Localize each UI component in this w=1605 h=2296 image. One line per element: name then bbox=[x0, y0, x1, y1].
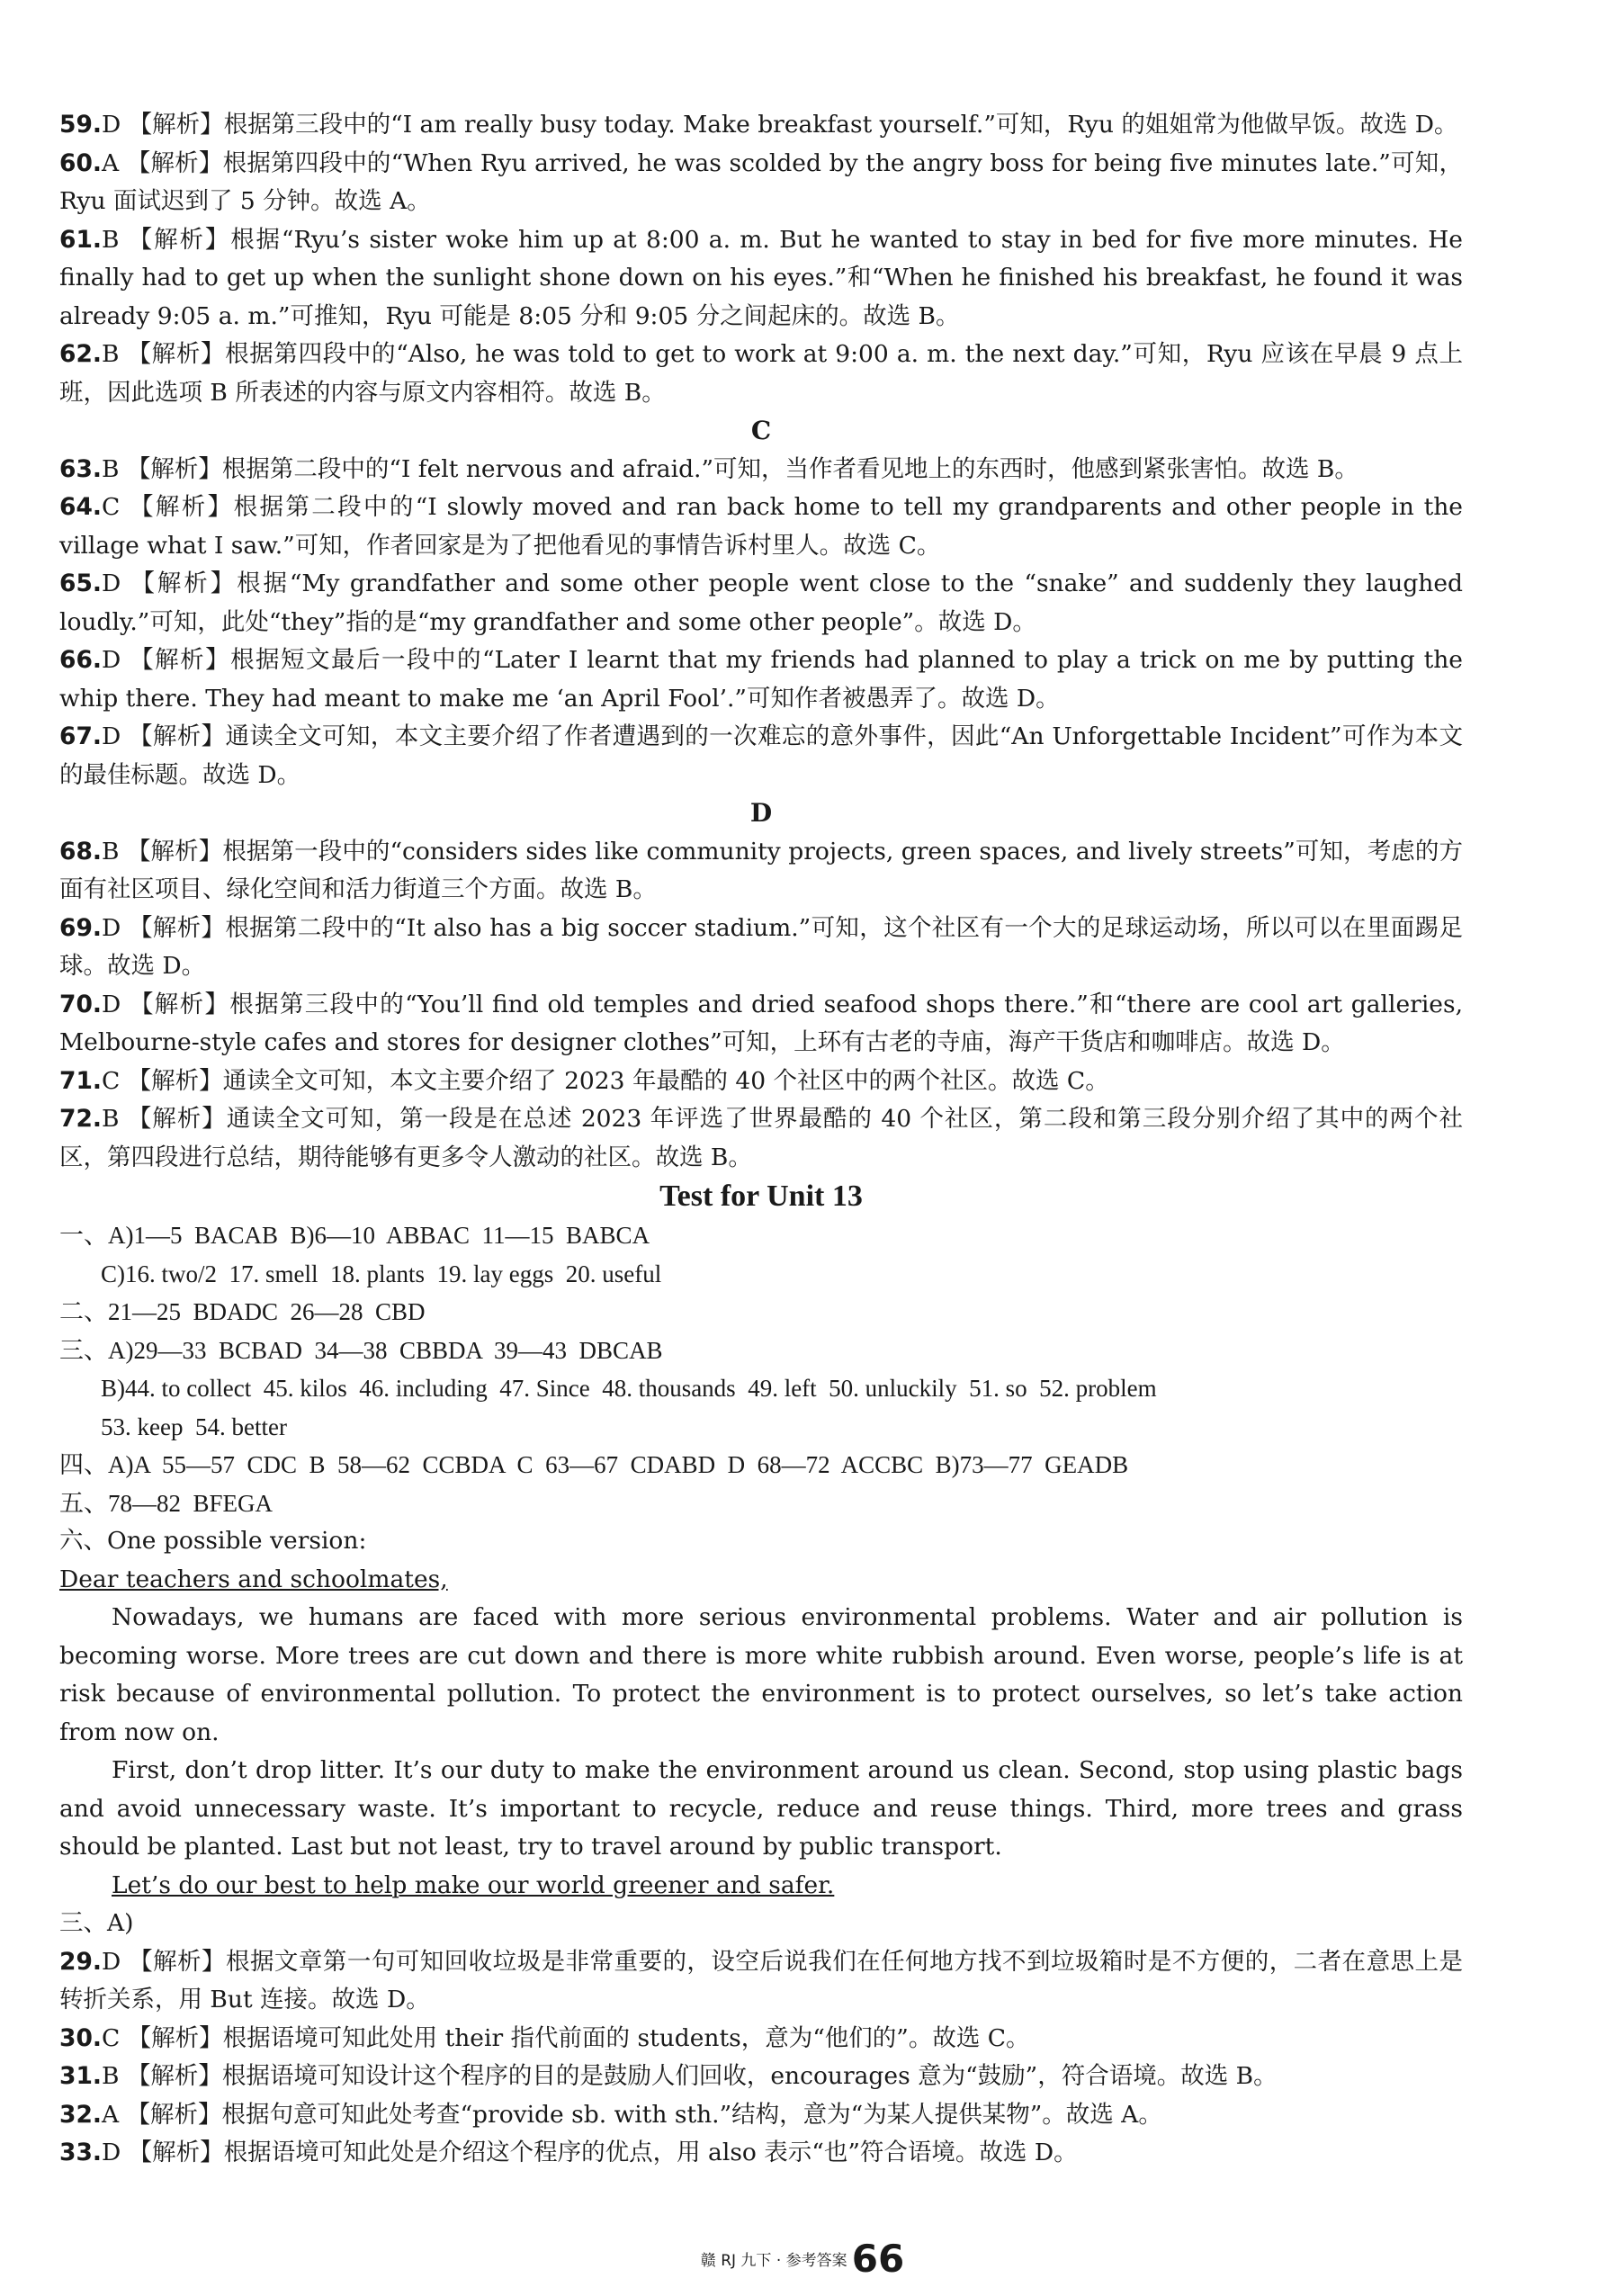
entry-71 bbox=[59, 1063, 1463, 1101]
question-number: 60. bbox=[59, 148, 102, 177]
answer-line-2: C)16. two/2 17. smell 18. plants 19. lay eggs 20. useful bbox=[101, 1260, 662, 1287]
answer-explanations bbox=[59, 106, 1463, 2173]
question-number: 64. bbox=[59, 493, 102, 521]
explanation-text: D 【解析】根据第二段中的“It also has a big soccer stadium.”可知，这个社区有一个大的足球运动场，所以可以在里面踢足球。故选 D。 bbox=[59, 913, 1463, 980]
explanation-text: C 【解析】通读全文可知，本文主要介绍了 2023 年最酷的 40 个社区中的两个社区。故选 C。 bbox=[101, 1066, 1109, 1095]
entry-67 bbox=[59, 718, 1463, 794]
essay-paragraph-1: Nowadays, we humans are faced with more serious environmental problems. Water and air pollution is becoming worse. More trees are cut down and there is more white rubbish around. Even worse, people’s life is at risk because of environmental pollution. To protect the environment is to protect ourselves, so let’s take action from now on. bbox=[59, 1603, 1463, 1746]
entry-30 bbox=[59, 2020, 1463, 2058]
question-number: 63. bbox=[59, 454, 102, 483]
entry-66 bbox=[59, 641, 1463, 718]
entry-68 bbox=[59, 833, 1463, 910]
question-number: 61. bbox=[59, 225, 102, 254]
explanation-text: D 【解析】根据语境可知此处是介绍这个程序的优点，用 also 表示“也”符合语境。故选 D。 bbox=[101, 2139, 1078, 2166]
section-heading-3a: 三、A) bbox=[59, 1909, 134, 1937]
entry-33 bbox=[59, 2134, 1463, 2173]
explanation-text: D 【解析】根据“My grandfather and some other people went close to the “snake” and suddenly they laughed loudly.”可知，此处“they”指的是“my grandfather and some other people”。故选 D。 bbox=[59, 570, 1463, 636]
explanation-text: D 【解析】根据文章第一句可知回收垃圾是非常重要的，设空后说我们在任何地方找不到垃圾箱时是不方便的，二者在意思上是转折关系，用 But 连接。故选 D。 bbox=[59, 1947, 1463, 2013]
explanation-text: D 【解析】根据第三段中的“You’ll find old temples and dried seafood shops there.”和“there are cool art galleries, Melbourne-style cafes and stores for designer clothes”可知，上环有古老的寺庙，海产干货店和咖啡店。故选 D。 bbox=[59, 990, 1463, 1056]
explanation-text: A 【解析】根据句意可知此处考查“provide sb. with sth.”结构，意为“为某人提供某物”。故选 A。 bbox=[101, 2100, 1162, 2129]
explanation-text: C 【解析】根据第二段中的“I slowly moved and ran back home to tell my grandparents and other people in the village what I saw.”可知，作者回家是为了把他看见的事情告诉村里人。故选 C。 bbox=[59, 493, 1463, 560]
question-number: 67. bbox=[59, 722, 102, 750]
explanation-text: A 【解析】根据第四段中的“When Ryu arrived, he was scolded by the angry boss for being five minutes late.”可知，Ryu 面试迟到了 5 分钟。故选 A。 bbox=[59, 148, 1463, 215]
entry-59 bbox=[59, 106, 1463, 145]
question-number: 66. bbox=[59, 646, 102, 674]
answer-line-7: 四、A)A 55—57 CDC B 58—62 CCBDA C 63—67 CDABD D 68—72 ACCBC B)73—77 GEADB bbox=[59, 1451, 1129, 1478]
answer-line-5: B)44. to collect 45. kilos 46. including 47. Since 48. thousands 49. left 50. unluckily 51. so 52. problem bbox=[101, 1375, 1157, 1402]
entry-60 bbox=[59, 145, 1463, 221]
question-number: 31. bbox=[59, 2062, 102, 2090]
question-number: 29. bbox=[59, 1947, 102, 1976]
entry-69 bbox=[59, 910, 1463, 986]
explanation-text: D 【解析】根据短文最后一段中的“Later I learnt that my friends had planned to play a trick on me by putting the whip there. They had meant to make me ‘an April Fool’.”可知作者被愚弄了。故选 D。 bbox=[59, 646, 1463, 713]
essay-salutation: Dear teachers and schoolmates, bbox=[59, 1565, 448, 1593]
answer-line-3: 二、21—25 BDADC 26—28 CBD bbox=[59, 1298, 426, 1325]
answer-line-6: 53. keep 54. better bbox=[101, 1413, 287, 1440]
question-number: 71. bbox=[59, 1066, 102, 1095]
question-number: 33. bbox=[59, 2139, 102, 2166]
answer-line-1: 一、A)1—5 BACAB B)6—10 ABBAC 11—15 BABCA bbox=[59, 1222, 650, 1249]
section-heading-c: C bbox=[750, 416, 772, 445]
page-footer bbox=[0, 2237, 1605, 2281]
essay-closing: Let’s do our best to help make our world greener and safer. bbox=[112, 1870, 835, 1899]
question-number: 68. bbox=[59, 837, 102, 865]
essay-header: 六、One possible version: bbox=[59, 1527, 367, 1555]
entry-70 bbox=[59, 986, 1463, 1063]
question-number: 62. bbox=[59, 340, 102, 368]
explanation-text: B 【解析】根据语境可知设计这个程序的目的是鼓励人们回收，encourages 意为“鼓励”，符合语境。故选 B。 bbox=[101, 2062, 1278, 2090]
question-number: 69. bbox=[59, 913, 102, 942]
entry-62 bbox=[59, 336, 1463, 412]
essay-paragraph-2: First, don’t drop litter. It’s our duty to make the environment around us clean. Second, stop using plastic bags and avoid unnecessary waste. It’s important to recycle, reduce and reuse things. Third, more trees and grass should be planted. Last but not least, try to travel around by public transport. bbox=[59, 1756, 1463, 1861]
explanation-text: B 【解析】根据“Ryu’s sister woke him up at 8:00 a. m. But he wanted to stay in bed for five more minutes. He finally had to get up when the sunlight shone down on his eyes.”和“When he finished his breakfast, he found it was already 9:05 a. m.”可推知，Ryu 可能是 8:05 分和 9:05 分之间起床的。故选 B。 bbox=[59, 225, 1463, 330]
explanation-text: B 【解析】根据第一段中的“considers sides like community projects, green spaces, and lively streets”可知，考虑的方面有社区项目、绿化空间和活力街道三个方面。故选 B。 bbox=[59, 837, 1463, 903]
question-number: 70. bbox=[59, 990, 102, 1018]
question-number: 72. bbox=[59, 1105, 102, 1133]
explanation-text: D 【解析】通读全文可知，本文主要介绍了作者遭遇到的一次难忘的意外事件，因此“An Unforgettable Incident”可作为本文的最佳标题。故选 D。 bbox=[59, 722, 1463, 789]
unit-title: Test for Unit 13 bbox=[659, 1179, 863, 1213]
answer-line-4: 三、A)29—33 BCBAD 34—38 CBBDA 39—43 DBCAB bbox=[59, 1336, 663, 1364]
question-number: 32. bbox=[59, 2100, 102, 2129]
entry-63 bbox=[59, 451, 1463, 489]
question-number: 59. bbox=[59, 111, 102, 139]
explanation-text: B 【解析】通读全文可知，第一段是在总述 2023 年评选了世界最酷的 40 个社区，第二段和第三段分别介绍了其中的两个社区，第四段进行总结，期待能够有更多令人激动的社区。故选 B。 bbox=[59, 1105, 1463, 1171]
entry-29 bbox=[59, 1943, 1463, 2020]
entry-72 bbox=[59, 1100, 1463, 1177]
explanation-text: D 【解析】根据第三段中的“I am really busy today. Make breakfast yourself.”可知，Ryu 的姐姐常为他做早饭。故选 D。 bbox=[101, 111, 1458, 139]
entry-32 bbox=[59, 2096, 1463, 2135]
entry-61 bbox=[59, 221, 1463, 336]
footer-tag: 赣 RJ 九下 · 参考答案 bbox=[700, 2252, 847, 2270]
entry-31 bbox=[59, 2058, 1463, 2096]
answer-line-8: 五、78—82 BFEGA bbox=[59, 1489, 273, 1517]
entry-64 bbox=[59, 489, 1463, 565]
question-number: 65. bbox=[59, 570, 102, 597]
entry-65 bbox=[59, 565, 1463, 641]
question-number: 30. bbox=[59, 2023, 102, 2052]
page-number: 66 bbox=[851, 2237, 905, 2281]
explanation-text: C 【解析】根据语境可知此处用 their 指代前面的 students，意为“他们的”。故选 C。 bbox=[101, 2023, 1030, 2052]
section-heading-d: D bbox=[749, 798, 773, 828]
explanation-text: B 【解析】根据第二段中的“I felt nervous and afraid.”可知，当作者看见地上的东西时，他感到紧张害怕。故选 B。 bbox=[101, 454, 1358, 483]
explanation-text: B 【解析】根据第四段中的“Also, he was told to get to work at 9:00 a. m. the next day.”可知，Ryu 应该在早晨 9 点上班，因此选项 B 所表述的内容与原文内容相符。故选 B。 bbox=[59, 340, 1463, 407]
